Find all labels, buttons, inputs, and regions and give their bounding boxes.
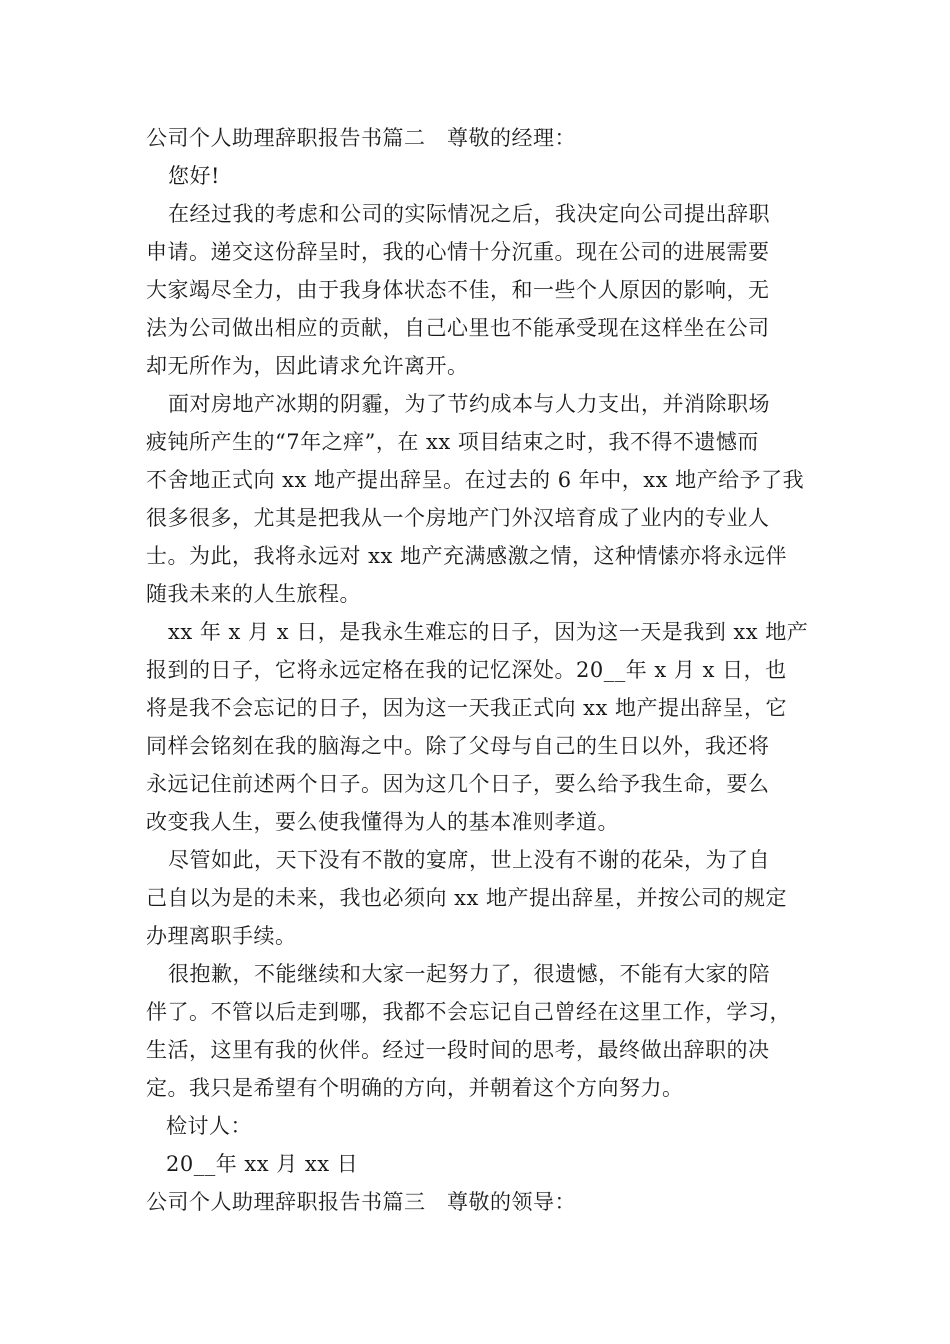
paragraph-line: 将是我不会忘记的日子，因为这一天我正式向 xx 地产提出辞呈，它 xyxy=(146,696,788,720)
paragraph-line: 尽管如此，天下没有不散的宴席，世上没有不谢的花朵，为了自 xyxy=(168,848,770,872)
paragraph-line: 办理离职手续。 xyxy=(146,924,297,948)
section-heading: 公司个人助理辞职报告书篇二 尊敬的经理： xyxy=(146,126,576,150)
paragraph-line: 在经过我的考虑和公司的实际情况之后，我决定向公司提出辞职 xyxy=(168,202,770,226)
paragraph-line: 生活，这里有我的伙伴。经过一段时间的思考，最终做出辞职的决 xyxy=(146,1038,770,1062)
paragraph-line: 法为公司做出相应的贡献，自己心里也不能承受现在这样坐在公司 xyxy=(146,316,770,340)
paragraph-line: 不舍地正式向 xx 地产提出辞呈。在过去的 6 年中，xx 地产给予了我 xyxy=(146,468,805,492)
paragraph-line: 申请。递交这份辞呈时，我的心情十分沉重。现在公司的进展需要 xyxy=(146,240,770,264)
paragraph-line: 面对房地产冰期的阴霾，为了节约成本与人力支出，并消除职场 xyxy=(168,392,770,416)
paragraph-line: 很抱歉，不能继续和大家一起努力了，很遗憾，不能有大家的陪 xyxy=(168,962,770,986)
paragraph-line: 己自以为是的未来，我也必须向 xx 地产提出辞星，并按公司的规定 xyxy=(146,886,788,910)
paragraph-line: 报到的日子，它将永远定格在我的记忆深处。20__年 x 月 x 日，也 xyxy=(146,658,787,682)
paragraph-line: 永远记住前述两个日子。因为这几个日子，要么给予我生命，要么 xyxy=(146,772,770,796)
paragraph-line: 改变我人生，要么使我懂得为人的基本准则孝道。 xyxy=(146,810,619,834)
signature-label: 检讨人： xyxy=(166,1114,252,1138)
paragraph-line: 同样会铭刻在我的脑海之中。除了父母与自己的生日以外，我还将 xyxy=(146,734,770,758)
paragraph-line: 大家竭尽全力，由于我身体状态不佳，和一些个人原因的影响，无 xyxy=(146,278,770,302)
paragraph-line: 很多很多，尤其是把我从一个房地产门外汉培育成了业内的专业人 xyxy=(146,506,770,530)
paragraph-line: 士。为此，我将永远对 xx 地产充满感激之情，这种情愫亦将永远伴 xyxy=(146,544,788,568)
greeting: 您好! xyxy=(168,164,220,188)
paragraph-line: 随我未来的人生旅程。 xyxy=(146,582,361,606)
paragraph-line: 却无所作为，因此请求允许离开。 xyxy=(146,354,469,378)
signature-date: 20__年 xx 月 xx 日 xyxy=(166,1152,359,1176)
paragraph-line: xx 年 x 月 x 日，是我永生难忘的日子，因为这一天是我到 xx 地产 xyxy=(168,620,809,644)
paragraph-line: 疲钝所产生的“7年之痒”，在 xx 项目结束之时，我不得不遗憾而 xyxy=(146,430,759,454)
paragraph-line: 定。我只是希望有个明确的方向，并朝着这个方向努力。 xyxy=(146,1076,684,1100)
paragraph-line: 伴了。不管以后走到哪，我都不会忘记自己曾经在这里工作，学习， xyxy=(146,1000,791,1024)
section-heading: 公司个人助理辞职报告书篇三 尊敬的领导： xyxy=(146,1190,576,1214)
